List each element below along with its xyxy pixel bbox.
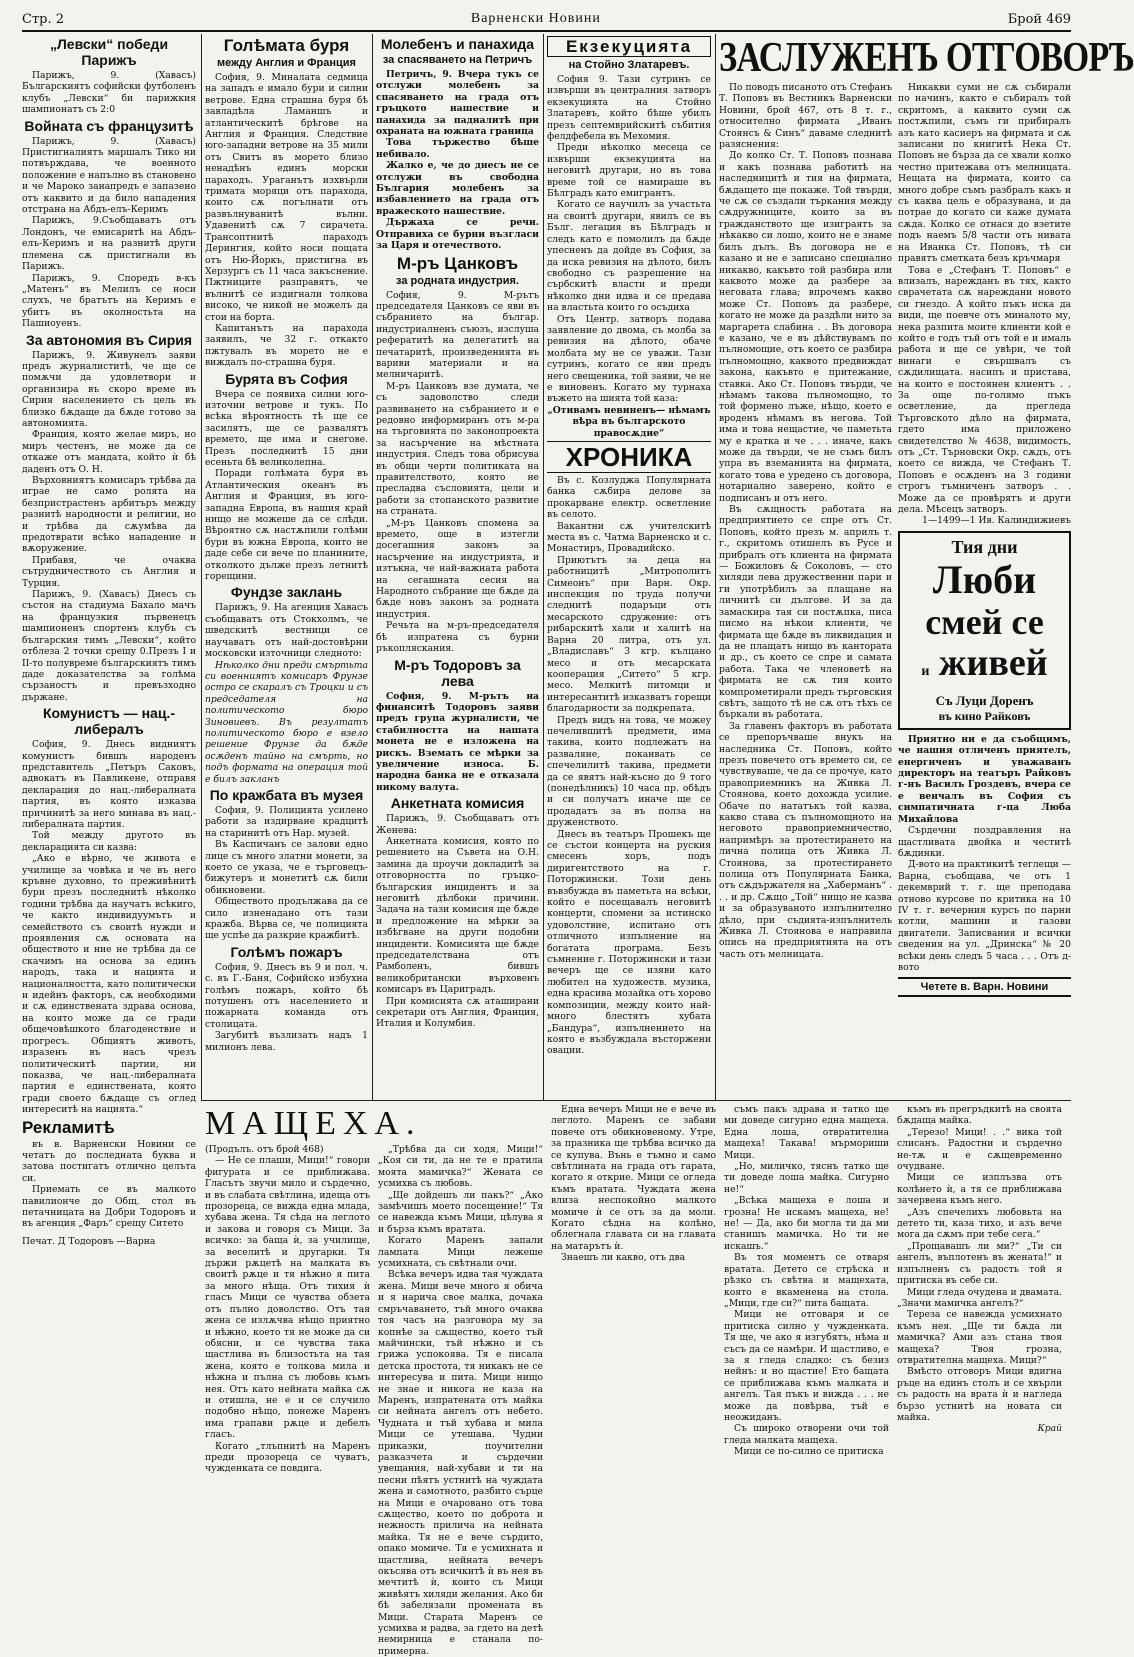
article-text: При комисията сѫ аташирани секретари отъ Англия, Франция, Италия и Колумбия. bbox=[376, 995, 539, 1030]
article-text: Вакантни сѫ учителскитѣ места въ с. Чатма Варненско и с. Монастиръ, Провадийско. bbox=[547, 520, 711, 555]
footer-ad: Четете в. Варн. Новини bbox=[898, 977, 1071, 997]
section-rule bbox=[201, 1100, 1071, 1101]
serial-text: Една вечеръ Мици не е вече въ леглото. Маренъ се забави повече отъ обикновеному. Утре, за празника ще трѣбва всичко да се купува. Вънь е тъмно и само свѣтлината на града отъ гарата, когато я открие. Мици се огледа къмъ вратата. Чуждата жена влиза неспокойно малкото момиче ѝ се отъ за да моли. Когато сѣдна на колѣно, облегнала главата си на главата на матарътъ ѝ. bbox=[551, 1104, 716, 1252]
ad-line: Съ Луци Доренъ bbox=[935, 692, 1034, 708]
article-text: София, 9. М-рътъ на финанситѣ Тодоровъ заяви предъ група журналисти, че стабилността на нашата монета не е изложена на рискъ. Вземать се мѣрки за увеличение износа. Б. народна банка не е отказала никому валута. bbox=[376, 690, 539, 793]
page-number: Стр. 2 bbox=[22, 11, 64, 27]
issue-number: Брой 469 bbox=[1007, 11, 1071, 27]
article-text: За главенъ факторъ въ работата се препоръчваше внукъ на наследника Ст. Поповъ, който презъ повечето отъ времето си, се чувствуваше, че да се прочуе, като правоприемникъ на Живка Л. Стоянова, което дохожда усилие. Обаче по нататъкъ той казва, какво става съ пълномощното на неговото правоприемничество, напримѣръ за протестирането на лична полица отъ Живка Л. Стоянова, за протестирането полица отъ Популярната Банка, отъ сѫдържателя на „Хаберманъ“ . . . и др. Сѫщо „Той“ нищо не казва и за образуваното изпълнително дѣло, при съдията-изпълнитель Живка Л. Стоянова е направила опись на предприятията на отъ часть отъ мелницата. bbox=[719, 720, 892, 960]
headline: Екзекуцията bbox=[547, 36, 711, 57]
article-text: По поводъ писаното отъ Стефанъ Т. Поповъ въ Вестникъ Варненски Новини, брой 467, отъ 8 т. г., относително фирмата „Иванъ Стоянсъ & Синъ“ даваме следнитѣ разяснения: bbox=[719, 82, 892, 151]
serial-text: Мици се изплъзва отъ колѣнето ѝ, а тя се приближава зачервена къмъ него. bbox=[897, 1172, 1062, 1207]
serial-text: Тереза се навежда усмихнато къмъ нея. „Ще ти бѫда ли мамичка? Ами азъ стана твоя мащеха? Твоя грозна, отвратителна мащеха. Мици?“ bbox=[897, 1309, 1062, 1366]
column-4 bbox=[547, 34, 711, 1096]
article-text: Това тържество бѣше небивало. bbox=[376, 137, 539, 160]
serial-title: МАЩЕХА. bbox=[205, 1105, 422, 1142]
headline: Голѣмата буря bbox=[223, 36, 350, 55]
column-2 bbox=[205, 34, 368, 1096]
paper-title: Варненски Новини bbox=[470, 11, 601, 26]
serial-text: „Азъ спечелихъ любовьта на детето ти, каза тихо, и азъ вече мога да сѫмъ при тебе сега.“ bbox=[897, 1206, 1062, 1241]
article-text: Прибавя, че очаква сътрудничеството съ Англия и Турция. bbox=[22, 554, 196, 589]
article-text: Франция, която желае миръ, но миръ честенъ, не може да се откаже отъ мандата, който ѝ бѣ даденъ отъ О. Н. bbox=[22, 429, 196, 475]
serial-text: Знаешъ ли какво, отъ два bbox=[561, 1252, 686, 1264]
ad-line: Люби bbox=[932, 556, 1037, 602]
article-text: Приемать се въ малкото павилиончe до Общ. стол въ петачницата на Добри Тодоровъ и въ агенция „Фаръ“ срещу Ситето bbox=[22, 1184, 196, 1230]
article-text: Той между другото въ декларацията си казва: bbox=[22, 830, 196, 853]
serial-text: Въ тоя моментъ се отваря вратата. Детето се стрѣска и рѣзко съ свѣтва и мащехата, която е вкаменена на стола. „Мици, где си?“ пита бащата. bbox=[724, 1252, 889, 1309]
article-text: Загубитѣ възлизать надъ 1 милионъ лева. bbox=[205, 1030, 368, 1053]
column-5 bbox=[719, 34, 1134, 1096]
article-text: Парижъ, 9. (Хавасъ) Днесъ съ състоя на стадиума Бахало мачъ на французкия първенецъ шампионенъ спортенъ клубъ съ българския тимъ „Левски“, който отблеза 2 точки срещу 0.Презъ I и II-то полувреме българскиятъ тимъ даде доказателства за голѣма сързаностъ и превъзходно държане. bbox=[22, 589, 196, 703]
article-text: Днесъ въ театъръ Прошекъ ще се състои концерта на руския смесенъ хоръ, подъ диригентството на г. Поторжински. Този день въвзбужда въ паметьта на всѣки, който е посещавалъ неговитѣ концерти, спомени за истинско удоволствие, испитано отъ отличното изпълнение на богатата програма. Безъ съмнение г. Поторжински и тази вечеръ ще се изяви като любител на художеств. музика, една красива мозайка отъ хорово композиции, между които най-много блестятъ хубата „Бандура“, изпълнението на която е възбуждала въсторжени овации. bbox=[547, 828, 711, 1057]
article-text: Преди нѣколко месеца се извърши екзекуцията на неговитѣ другари, но въ това време той се намираше въ Бѣлградъ като емигрантъ. bbox=[547, 142, 711, 200]
article-text: Никакви суми не сѫ събирали по начинъ, както е събиралъ той скритомъ, а каквито суми сѫ постѫпили, съмъ ги прибиралъ азъ като касиеръ на фирмата и сѫ записани по книгитѣ Нека Ст. Поповъ не бърза да се хвали колко честно притежава отъ мелницата. Нещата на фирмата, които са много добре съмъ разбралъ какъ и съ каква цель е образувана, и да потрае до когато си каже думата сѫда. Колко се отнася до взетите подъ наемъ 5/8 части отъ нивата на Иванка Ст. Поповъ, тѣ си правятъ сметката безъ кръчмаря bbox=[898, 82, 1071, 265]
serial-text: Когато Маренъ запали лампата Мици лежеше усмихната, съ свѣтнали очи. bbox=[378, 1235, 543, 1270]
ad-line: смей се bbox=[925, 601, 1044, 642]
serial-text: Мици се по-силно се притиска bbox=[734, 1446, 884, 1458]
serial-end: Край bbox=[1037, 1423, 1062, 1435]
article-text: Вчера се появиха силни юго-източни ветрове и тукъ. По всѣка вѣроятность тѣ ще се засилятъ, ще се развалятъ времето, ще има и снегове. Презъ последнитѣ 15 дни есеньта бѣ великолепна. bbox=[205, 388, 368, 468]
serial-text: съмъ пакъ здрава и татко ще ми доведе сигурно една мащеха. Една лоша, отвратителна мащеха! Такава! мърмориши Мици. bbox=[724, 1104, 889, 1161]
serial-text: Вмѣсто отговоръ Мици вдигна ръце на единъ столъ и се хвърли съ радость на врата ѝ и нагледа бързо устнитѣ на новата си майка. bbox=[897, 1366, 1062, 1423]
serial-text: къмъ въ прегръдкитѣ на своята бѫдаща майка. bbox=[897, 1104, 1062, 1127]
article-text: Парижъ, 9. Живунелъ заяви предъ журналиститѣ, че ще се помѫчи да удовлетвори и организира въ скоро време въ Сирия населението съ цель въ близко бѫдаще да бѫде готово за автономията. bbox=[22, 349, 196, 429]
article-text: Обществото продължава да се сило изненадано отъ тази кражба. Вѣрва се, че полицията ще успѣе да разкрие кражбитѣ. bbox=[205, 896, 368, 942]
ad-line: и bbox=[921, 663, 930, 679]
headline: Молебенъ и панахида bbox=[380, 36, 535, 52]
headline: Фундзе заклань bbox=[230, 584, 343, 601]
article-text: Капитанътъ на парахода заявилъ, че 32 г. откакто пжтувалъ въ морето не е виждалъ по-страшна буря. bbox=[205, 322, 368, 369]
serial-text: — Не се плаши, Мици!“ говори фигурата и се приближава. Гласътъ звучи мило и сърдечно, и въ слабата свѣтлина, идеща отъ прозореца, се вижда една млада, хубава жена. Тя сѣда на леглото и закова и говоря съ Мици. За всичко: за баща ѝ, за училище, за веселитѣ и другарки. Тя държи рѫцетѣ на малката въ своитѣ рѫце и тя нѣжно я пита за много нѣща. Отъ тихия ѝ гласъ Мици се чувства обзета отъ пълно доволство. Отъ тая жена се излѫчва нѣщо приятно и нѣжно, което тя не може да си обясни, и се чувства така щастлива въ близостьта на тая жена, която е толкова мила и нѣжна и пълна съ любовь къмъ нея. Отъ като нейната майка сѫ и отишла, не е и се случило подобно нѣщо, понеже Маренъ има грапави рѫце и дебелъ гласъ. bbox=[205, 1155, 370, 1441]
article-text: Парижъ, 9.Съобщаватъ отъ Лондонъ, че емисаритѣ на Абдъ-елъ-Керимъ и на разнитѣ други племена сѫ пристигнали въ Парижъ. bbox=[22, 215, 196, 273]
article-text: Петричъ, 9. Вчера тукъ се отслужи молебенъ за спасяването на града отъ гръцкото нашествие и панахида за падналитѣ при охраната на южната граница bbox=[376, 69, 539, 138]
article-text: Речьта на м-ръ-председателя бѣ изпратена съ бурни ръкопляскания. bbox=[376, 620, 539, 655]
column-1 bbox=[22, 34, 196, 1490]
quote: „Отивамъ невиненъ— нѣмамъ вѣра въ българското правосѫдие“ bbox=[547, 404, 711, 439]
headline: Голѣмъ пожаръ bbox=[230, 943, 343, 960]
headline: Комунистъ — нац.-либералъ bbox=[43, 705, 175, 738]
article-text: въ в. Варненски Новини се четатъ до последната буква и затова постигатъ отлично целъта си. bbox=[22, 1138, 196, 1184]
article-text: София, 9. Днесъ въ 9 и пол. ч. с. въ Г.-Баня, Софийско избухна голѣмъ пожаръ, който бѣ потушенъ отъ населението и пожарната команда отъ столицата. bbox=[205, 961, 368, 1030]
article-text: Върховниятъ комисаръ трѣбва да играе не само ролята на безпристрастенъ арбитъръ между разнитѣ народности и религии, но и трѣбва да сѫумѣва да предотврати всѣко нападение и вѫоружение. bbox=[22, 475, 196, 555]
article-text: София, 9. Полицията усилено работи за издирване крадцитѣ на старинитѣ отъ Нар. музей. bbox=[205, 804, 368, 839]
article-text: Парижъ, 9. (Хавасъ) Българскиятъ софийски футболенъ клубъ „Левски“ би парижкия шампионатъ съ 2:0 bbox=[22, 70, 196, 116]
headline: За автономия въ Сирия bbox=[25, 331, 193, 348]
serial-text: „Но, миличко, тяснъ татко ще ти доведе лоша майка. Сигурно не!“ bbox=[724, 1161, 889, 1195]
article-text: Нѣколко дни преди смъртьта си военниятъ комисаръ Фрунзе остро се скаралъ съ Троцки и съ председателя на политическото бюро Зиновиевъ. Въ резултатъ политическото бюро е взело решение Фрунзе да бѫде осѫденъ тайно на смърть, но подъ формата на операция той е билъ закланъ bbox=[205, 659, 368, 785]
subheadline: за родната индустрия. bbox=[396, 274, 519, 287]
article-text: Въ с. Козлуджа Популярната банка сѫбира делове за прокарване електр. осветление въ селото. bbox=[547, 475, 711, 521]
article-text: София 9. Тази сутринъ се извърши въ централния затворъ екзекуцията на Стойно Златаревъ, който бѣше убилъ презъ септемврийскитѣ събития фелдфебела въ Мехомия. bbox=[547, 74, 711, 143]
article-text: София, 9. М-рътъ председателя Цанковъ се яви въ събранието на българ. индустриалненъ съюзъ, изслуша рефератитѣ на делегатитѣ на печатаритѣ, произведенията въ вариви материали и на мелничаритѣ. bbox=[376, 289, 539, 381]
article-text: Въ Каспичанъ се залови едно лице съ много златни монети, за което се указа, че е търговецъ-бижутеръ и монетитѣ сѫ били обикновени. bbox=[205, 839, 368, 896]
article-text: Парижъ, 9. Споредъ в-къ „Матенъ“ въ Мелилъ се носи слухъ, че братътъ на Керимъ е убитъ въ околностьта на Пашиоуенъ. bbox=[22, 272, 196, 330]
printer-line: Печат. Д Тодоровъ —Варна bbox=[22, 1235, 156, 1247]
article-text: Поради голѣмата буря въ Атлантическия океанъ въ Англия и Франция, въ юго-западна Европа, въ нашия край нищо не можеше да се слѣди. Вѣроятно сѫ настѫпили голѣми бури въ южна Европа, които не даде себе си вече по планините, отколкото дълже презъ летнитѣ горещини. bbox=[205, 468, 368, 583]
article-text: Това е „Стефанъ Т. Поповъ“ е влизалъ, нарежданъ въ тях, както сврачетата сѫ нареждани новото си гнездо. А който пъкъ иска да види, ще поевче отъ миналото му, нека разпита моите клиенти кой е който е годъ тъй отъ той е и ималь работа и ще се увѣри, че той винаги е свършвалъ съ сѫдилищата. насипъ и пристава, на които е постоянен клиентъ . . За още по-голямо пъкъ осветление, да прегледа Търговското дѣло на фирмата, гдето има приложено свидетелство № 4638, видимость, отъ „Ст. Търновски Окр. сѫдъ, отъ което се вижда, че Стефанъ Т. Поповъ е осѫденъ на 3 години строгъ тъмниченъ затворъ . . Може да се провѣрятъ и други дела. Мѣсецъ затворъ. bbox=[898, 264, 1071, 516]
article-text: Когато се научилъ за участьта на своитѣ другари, явилъ се въ Бълг. легация въ Бѣлградъ и следъ като е помолилъ да бѫде упесненъ да дойде въ София, за да иска ревизия на дѣлото, билъ свободно съ разрешение на сърбскитѣ власти и преди нѣколко дни идва и се предава на властьта които го осъдиха bbox=[547, 199, 711, 314]
serial-text: „Ще дойдешъ ли пакъ?“ „Ако замѣчишъ моето посещение!“ Тя се навежда къмъ Мици, цѣлува я и бърза къмъ вратата. bbox=[378, 1189, 543, 1235]
article-text: Отъ Центр. затворъ подава заявление до двома, съ молба за ревизия на дѣлото, обаче молбата му не се уважи. Тази сутринъ, когато се яви предъ него свещеника, той заяви, че не е виновенъ. Когато му турнаха въжето на шията той каза: bbox=[547, 313, 711, 405]
signature: 1—1499—1 Ив. Калиндижиевъ bbox=[922, 515, 1071, 527]
article-text: Приятно ни е да съобщимъ, че нашия отличенъ приятелъ, енергиченъ и уважаванъ директоръ на театъръ Райковъ г-нъ Василъ Гроздевъ, вчера се е венчалъ въ София съ симпатичната г-ца Люба Михайлова bbox=[898, 733, 1071, 825]
serial-text: „Прощавашъ ли ми?“ „Ти си ангелъ, въплотенъ въ жената!“ и изпълненъ съ радость той я притиска въ себе си. bbox=[897, 1240, 1062, 1287]
column-3 bbox=[376, 34, 539, 1096]
headline: Анкетната комисия bbox=[390, 795, 525, 812]
subheadline: между Англия и Франция bbox=[217, 57, 356, 69]
ad-line: живей bbox=[938, 641, 1048, 684]
serial-text: Съ широко отворени очи той гледа малката мащеха. bbox=[724, 1423, 889, 1446]
article-text: Парижъ, 9. Съобщаватъ отъ Женева: bbox=[376, 813, 539, 836]
headline: М-ръ Тодоровъ за лева bbox=[394, 656, 521, 689]
article-text: Жалко е, че до днесъ не се отслужи въ свободна България молебенъ за избавлението на града отъ вражеското нашествие. bbox=[376, 160, 539, 217]
headline: Войната съ французитѣ bbox=[24, 117, 194, 134]
serial-text: Всѣка вечеръ идва тая чуждата жена. Мици вече много я обича и я нарича свое малка, дочака смръчаването, тъй много очаква тоя часъ на разговора му за копнѣе за сѫщество, което тъй майчински, тъй нѣжно и съ грижа успокоява. Тя е писала детска простота, тя никакъ не се интересува и пита. Мици нищо не знае и никога не каза на Маренъ, изпратената отъ майка си нейната ангелъ отъ небето. Чудната и тъй хубава и мила Мици се утешава. Чудни приказки, поучителни разказчета и сърдечни увещания, най-хубави и ти на песни пѣятъ устнитѣ на чуждата жена и самотното, разбито сърце на Мици е очаровано отъ това сѫщество, което по доброта и нежность прилича на нейната майка. Тя не е вече сърдито, опако момиче. Тя е усмихната и щастлива, нейната вечеръ окъсява отъ всичкитѣ ѝ въ нея въ мечтитѣ ѝ, които съ Мици живѣятъ хиляди желания. Ако би бѣ забелязали промената въ Мици. Старата Маренъ се усмихва и радва, за гдето на детѣ немирница е станала по-примерна. bbox=[378, 1269, 543, 1657]
article-text: Парижъ, 9. (Хавасъ) Пристигналиятъ маршалъ Тико ни потвърждава, че военното положение е напълно въ становено и че Мароко занапредъ е запазено отъ каквито и да било нападения отстрана на Абдъ-елъ-Керимъ bbox=[22, 135, 196, 216]
serial-text: Когато „тлъпнитѣ на Маренъ преди прозореца се чуватъ, чужденката се повдига. bbox=[205, 1440, 370, 1475]
serial-text: „Трѣбва да си ходя, Мици!“ „Коя си ти, да не те е пратила моята мамичка?“ Женатa се усмихва съ любовь. bbox=[378, 1144, 543, 1190]
banner-headline: ЗАСЛУЖЕНЪ ОТГОВОРЪ bbox=[719, 35, 1134, 81]
cinema-ad bbox=[898, 531, 1071, 730]
serial-text: „Всѣка мащеха е лоша и грозна! Не искамъ мащеха, не! не! — Да, ако би могла ти да ми станишъ мамичка. Но ти не искашъ.“ bbox=[724, 1195, 889, 1252]
headline: Рекламитѣ bbox=[22, 1117, 115, 1137]
headline: Бурята въ София bbox=[225, 370, 348, 387]
headline: „Левски“ победи Парижъ bbox=[49, 36, 169, 68]
ad-line: въ кино Райковъ bbox=[938, 708, 1031, 723]
article-text: Въ сѫщность работата на предприятието се спре отъ Ст. Поповъ, който презъ м. априлъ т. г., скритомъ отишелъ въ Русе и прибралъ отъ клиента на фирмата — Божиловъ & Соколовъ, — сто хиляди лева дружественни пари и ги употрѣбилъ за плащане на личнитѣ си дългове. И за да замаскира тая си постѫпка, писа писмо на нѣкои клиенти, че фирмата ще бѫде въ ликвидация и да не плащатъ нищо въ кантората и др., съ което се спре и самата работа. Така че членоветѣ на фирмата не сѫ тия които компрометирали предъ търговския свѣтъ, защото тѣ не сѫ отъ тѣхъ се бъркали въ работата. bbox=[719, 504, 892, 721]
serial-text: Мици не отговаря и се притиска силно у чужденката. Тя ще, че ако я изгубятъ, нѣма и съсъ да се намѣри. И щастливо, е за я гледа сладко: съ безиз нейнъ: и но щастие! Ето бащата се приближава къмъ малката и ангелъ. Тая пъкъ и вижда . . . не може да повѣрва, тъй е неожиданъ. bbox=[724, 1309, 889, 1423]
serial-text: „Терезо! Мици! . .“ вика той слисанъ. Радостни и сърдечно не-тѫ и е сѫщевременно очудване. bbox=[897, 1126, 1062, 1173]
article-text: София, 9. Миналата седмица на западъ е имало бури и силни ветрове. Една страшна буря бѣ завладѣла Ламаншъ и атлантическитѣ брѣгове на Англия и Франция. Следствие юго-западни ветрове на 35 мили отъ Свитъ въ морето близо ненадѣнъ единъ морски параходъ. Ураганътъ изхвърли тримата моряци отъ парахода, които сѫ погълнати отъ развълнуванитѣ вълни. Удавенитѣ сѫ 7 сирачета. Трансоптнитѣ параходъ Дерингия, който носи пощата отъ Ню-Йоркъ, пристигна въ Херзургъ съ 11 часа закъснение. Пжтниците разправятъ, че вълнитѣ се издигнали толкова високо, че никой не можелъ да стои на борта. bbox=[205, 72, 368, 323]
subheadline: за спасяването на Петричъ bbox=[382, 54, 533, 66]
headline: По кражбата въ музея bbox=[209, 786, 364, 803]
column-rule bbox=[715, 34, 716, 1100]
ad-top: Тия дни bbox=[951, 536, 1018, 557]
column-rule bbox=[201, 34, 202, 1100]
article-text: Държаха се речи. Отправиха се бурни възгласи за Царя и отечеството. bbox=[376, 217, 539, 252]
article-text: До колко Ст. Т. Поповъ познава и какъ познава работитѣ на наследницитѣ и тия на фирмата, бѫдащето ще покаже. Той твърди, че сѫ се създали търкания между сѫдружниците, които за въ гражданството ще изиграятъ за нѣкакво си лошо, които не е знаме билъ дълъ. Въ договора не е казано и не е записано специално никакво, какъвто той разбира или каквото може да разбере за неговата глава; впрочемъ какво може Ст. Поповъ да разбере, когато не може да раздѣли нито за маргарета слабина . . Въ договора е казано, че е въ дѣйствувамъ по пълномощие, отъ което се разбира пълномощно, каквото предвиждат закона, какъвто е притежание, ставка. Ако Ст. Поповъ твърди, че нѣмамъ такова пълномощно, то той формено лъже, нѣщо, което е вроденъ нѣмамъ въ негова. Той има и това нещастие, че паметьта му е кратка и че . . . иначе, какъ може да твърди, че не съмъ билъ упра въ вземанията на фирмата, когато това е уредено съ договора, нотариално заверено, който е подписанъ и отъ него. bbox=[719, 150, 892, 504]
article-text: София, 9. Днесь видниятъ комунистъ бившъ народенъ представитель „Петъръ Саковъ, адвокатъ въ Павликене, отправя декларация до нац.-либералната партия, въ която изказва причинитѣ за него минава въ нац.-либералната партия. bbox=[22, 739, 196, 830]
article-text: Анкетната комисия, която по решението на Съвета на О.Н. замина да проучи докладитѣ за отговорността по гръцко-българския инцидентъ и за неговитѣ дѣлбоки причини. Задача на тази комисия ще бѫде и предложение на мѣрки за избѣгване на други подобни инциденти. Комисията ще бѫде председателствана отъ Рамболенъ, бившъ великобритански върховенъ комисаръ въ Цариградъ. bbox=[376, 835, 539, 996]
article-text: Предъ видъ на това, че можеу печелившитѣ предмети, има такива, които подлежатъ на разваляне, поканвать се спечелилитѣ такива, предмети да се явятъ най-късно до 9 того (понедѣлникъ) 10 часа пр. обѣдъ и си получатъ иначе ще се продадатъ за въ полза на друженството. bbox=[547, 714, 711, 829]
article-text: „Ако е вѣрно, че живота е училище за човѣка и че въ него кръвне духовно, то преживѣнитѣ бури презъ последнитѣ нѣколко години трѣбва да научатъ всѣкиго, че както индивидуумътъ и семейството съ своитѣ нужди и проявления сѫ основата на обществото и ние не трѣбва да се скачимъ на основа за единъ народъ, така и нацията и националността, като политически и идейнъ факторъ, сѫ необходими и сѫ единствената здрава основа, на която може да се гради общечовѣшкото благоденствие и прогресъ. Общиятъ животъ, изразенъ въ насъ чрезъ политическитѣ партии, ни показва, че нац.-либералната партия е единствената, която гради своето бѫдаще съ оглед интереситѣ на нацията.“ bbox=[22, 853, 196, 1116]
column-rule bbox=[543, 34, 544, 1100]
headline: ХРОНИКА bbox=[547, 441, 711, 473]
serial-cont: (Продълъ. отъ брой 468) bbox=[205, 1144, 324, 1155]
serial-text: Мици гледа очудена и двамата. „Значи мамичка ангелъ?“ bbox=[897, 1286, 1062, 1309]
headline: М-ръ Цанковъ bbox=[396, 253, 519, 273]
page-header bbox=[22, 8, 1071, 32]
column-rule bbox=[372, 34, 373, 1100]
article-text: „М-ръ Цанковъ спомена за времето, още в изтегли досегашния законъ за насърчение на индустрията, и изтъкна, че най-важната работа на сегашната сесия на Народното събрание ще бѫде да бѫде новъ законъ за родната индустрия. bbox=[376, 517, 539, 620]
article-text: Д-вото на практикитѣ теглещи — Варна, съобщава, че отъ 1 декемврий т. г. ще преподава отново курсове по критика на 10 IV т. г. вечерния курсъ по парни котли, машини и газови двигатели. Записвания и всички сведения на ул. „Дринска“ № 20 всѣки день следъ 5 часа . . . Отъ д-вото bbox=[898, 859, 1071, 973]
article-text: М-ръ Цанковъ взе думата, че съ задоволство следи развиването на събранието и е редовно информиранъ отъ м-ра на търговията по законопроекта за насърчение на мѣстната индустрия. Следъ това обрисува въ общи черти политиката на правителството, която не пресладва съсловията, цели и работи за стопанското развитие на страната. bbox=[376, 380, 539, 518]
article-text: Парижъ, 9. На агенция Хавасъ съобщаватъ отъ Стокхолмъ, че шведскитѣ вестници се научаватъ отъ най-достовѣрни московски източници следното: bbox=[205, 602, 368, 660]
article-text: Сърдечни поздравления на щастливата двойка и честитѣ бѫдинки. bbox=[898, 825, 1071, 859]
article-text: Приютътъ за деца на работницитѣ „Митрополитъ Симеонъ“ при Варн. Окр. инспекция по труда получи следнитѣ подаръци отъ месарското сдружение: отъ рибарскитѣ хали и халитѣ на Варна 20 литра, отъ ул. „Владиславъ“ 3 кгр. кълцано месо и отъ месарската кооперация „Ситето“ 5 кгр. месо. Мелкитѣ питомци и интересантитѣ изказватъ горещи благодарности за подкрепата. bbox=[547, 554, 711, 715]
serial-story bbox=[205, 1104, 1071, 1657]
subheadline: на Стойно Златаревъ. bbox=[568, 59, 690, 71]
